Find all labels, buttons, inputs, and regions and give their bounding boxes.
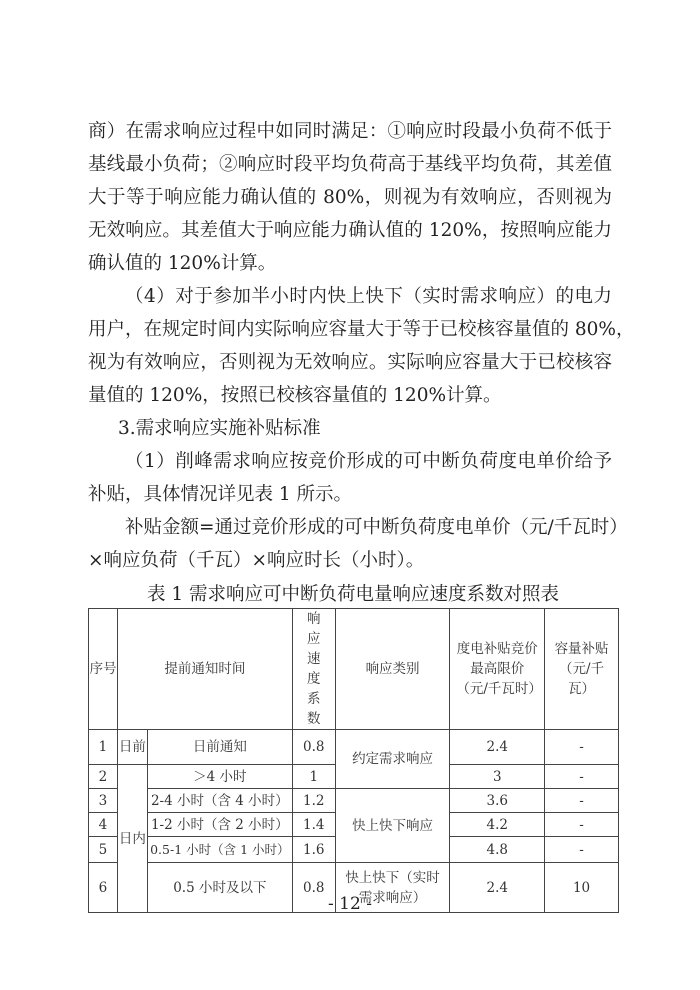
cell-speed: 0.8 [292, 863, 335, 913]
body-line: 大于等于响应能力确认值的 80%，则视为有效响应，否则视为 [88, 187, 612, 208]
header-cap: 容量补贴（元/千瓦） [545, 609, 619, 730]
header-type: 响应类别 [335, 609, 450, 730]
table-row [89, 730, 619, 765]
cell-cap: 10 [545, 863, 619, 913]
cell-price: 3.6 [450, 789, 545, 813]
body-line: 补贴金额=通过竞价形成的可中断负荷度电单价（元/千瓦时） [125, 517, 628, 538]
cell-speed: 1 [292, 765, 335, 789]
cell-notice: 日前通知 [147, 730, 292, 765]
body-line: （4）对于参加半小时内快上快下（实时需求响应）的电力 [125, 286, 612, 307]
body-line: 量值的 120%，按照已校核容量值的 120%计算。 [88, 385, 502, 406]
cell-price: 4.8 [450, 837, 545, 863]
page-number: - 12 - [328, 894, 372, 914]
cell-notice: 0.5 小时及以下 [147, 863, 292, 913]
cell-notice: 0.5-1 小时（含 1 小时） [147, 837, 292, 863]
cell-type: 快上快下响应 [335, 789, 450, 863]
cell-no: 1 [89, 730, 118, 765]
cell-group: 日内 [117, 765, 147, 913]
response-coefficient-table [88, 608, 619, 913]
cell-price: 3 [450, 765, 545, 789]
cell-cap: - [545, 765, 619, 789]
cell-price: 2.4 [450, 730, 545, 765]
cell-no: 3 [89, 789, 118, 813]
cell-no: 6 [89, 863, 118, 913]
cell-cap: - [545, 789, 619, 813]
body-line: 补贴，具体情况详见表 1 所示。 [88, 484, 353, 505]
body-line: 无效响应。其差值大于响应能力确认值的 120%，按照响应能力 [88, 220, 612, 241]
cell-no: 2 [89, 765, 118, 789]
body-line: （1）削峰需求响应按竞价形成的可中断负荷度电单价给予 [125, 451, 612, 472]
header-notice: 提前通知时间 [117, 609, 292, 730]
cell-speed: 1.6 [292, 837, 335, 863]
cell-speed: 0.8 [292, 730, 335, 765]
section-heading: 3.需求响应实施补贴标准 [118, 418, 321, 439]
body-line: 确认值的 120%计算。 [88, 253, 277, 274]
cell-notice: 2-4 小时（含 4 小时） [147, 789, 292, 813]
body-line: 用户，在规定时间内实际响应容量大于等于已校核容量值的 80%， [88, 319, 635, 340]
cell-no: 5 [89, 837, 118, 863]
cell-price: 2.4 [450, 863, 545, 913]
cell-cap: - [545, 837, 619, 863]
cell-cap: - [545, 730, 619, 765]
header-speed: 响应速度系数 [292, 609, 335, 730]
table-caption: 表 1 需求响应可中断负荷电量响应速度系数对照表 [146, 584, 560, 605]
cell-notice: 1-2 小时（含 2 小时） [147, 813, 292, 837]
cell-cap: - [545, 813, 619, 837]
body-line: ×响应负荷（千瓦）×响应时长（小时）。 [88, 550, 425, 571]
body-line: 基线最小负荷；②响应时段平均负荷高于基线平均负荷，其差值 [88, 154, 612, 175]
cell-speed: 1.4 [292, 813, 335, 837]
header-no: 序号 [89, 609, 118, 730]
cell-notice: ＞4 小时 [147, 765, 292, 789]
table-row [89, 789, 619, 813]
cell-speed: 1.2 [292, 789, 335, 813]
body-line: 视为有效响应，否则视为无效响应。实际响应容量大于已校核容 [88, 352, 612, 373]
cell-no: 4 [89, 813, 118, 837]
header-price: 度电补贴竞价最高限价（元/千瓦时） [450, 609, 545, 730]
cell-type: 约定需求响应 [335, 730, 450, 789]
body-line: 商）在需求响应过程中如同时满足：①响应时段最小负荷不低于 [88, 121, 612, 142]
table-header-row [89, 609, 619, 730]
cell-type: 快上快下（实时需求响应） [335, 863, 450, 913]
cell-price: 4.2 [450, 813, 545, 837]
cell-group: 日前 [117, 730, 147, 765]
